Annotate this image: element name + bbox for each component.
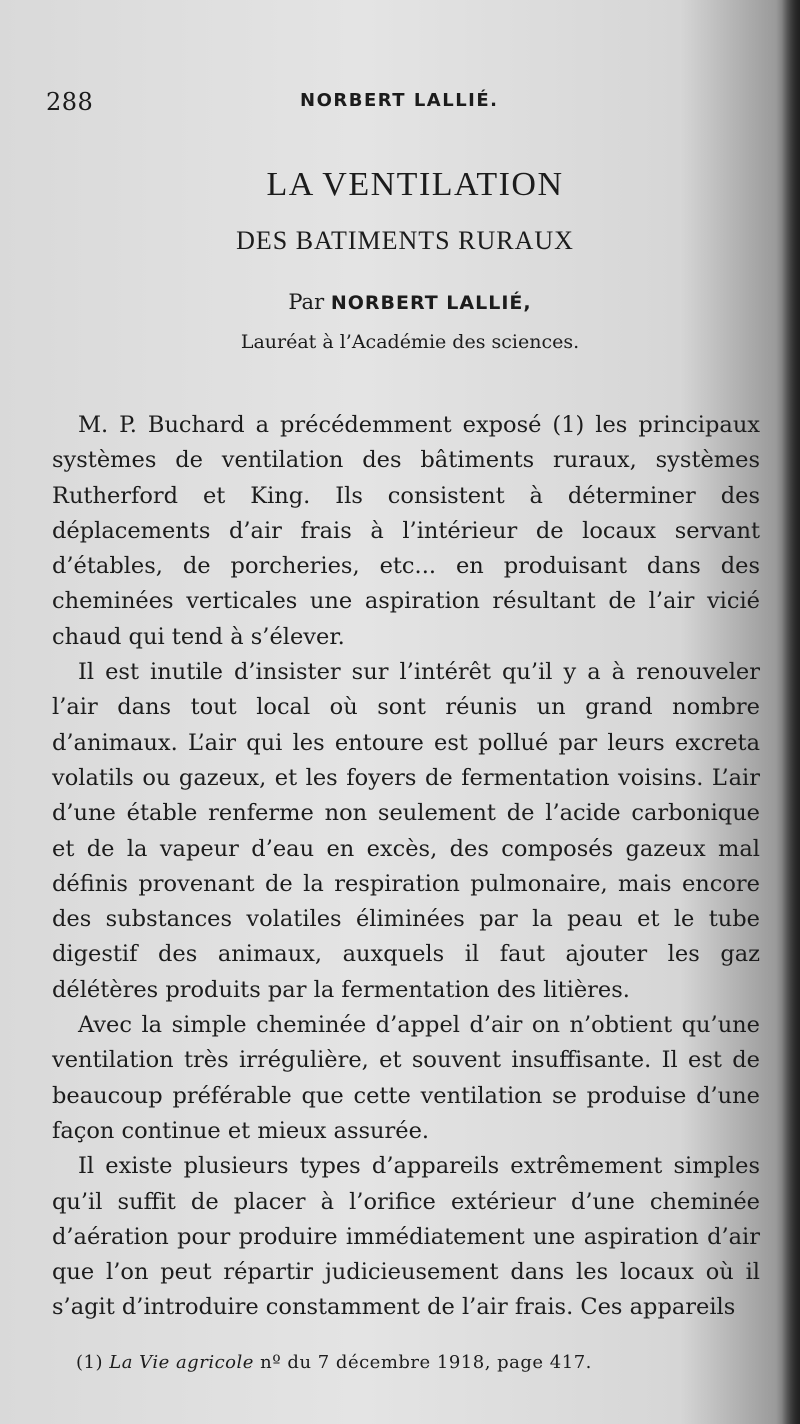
author-name: NORBERT LALLIÉ,	[330, 292, 532, 314]
paragraph: Il est inutile d’insister sur l’intérêt qu’il y a à renouveler l’air dans tout local où sont réunis un grand nombre d’animaux. L’air qui les entoure est pollué par leurs excreta volatils ou gazeux, et les foyers de fermentation voisins. L’air d’une étable renferme non seulement de l’acide carbonique et de la vapeur d’eau en excès, des composés gazeux mal définis provenant de la respiration pulmonaire, mais encore des substances volatiles éliminées par la peau et le tube digestif des animaux, auxquels il faut ajouter les gaz délétères produits par la fermentation des litières.	[52, 659, 760, 1003]
byline-prefix: Par	[288, 290, 325, 314]
paragraph: Avec la simple cheminée d’appel d’air on n’obtient qu’une ventilation très irrégulière, et souvent insuffisante. Il est de beaucoup préférable que cette ventilation se produise d’une façon continue et mieux assurée.	[52, 1012, 760, 1144]
byline	[0, 290, 800, 314]
page-edge-shadow	[782, 0, 800, 1424]
footnote-journal: La Vie agricole	[109, 1352, 254, 1373]
running-head: NORBERT LALLIÉ.	[300, 90, 499, 111]
footnote	[76, 1352, 756, 1373]
article-subtitle: DES BATIMENTS RURAUX	[236, 226, 574, 255]
article-title: LA VENTILATION	[266, 166, 564, 203]
page-header	[0, 86, 800, 116]
paragraph: Il existe plusieurs types d’appareils extrêmement simples qu’il suffit de placer à l’orifice extérieur d’une cheminée d’aération pour produire immédiatement une aspiration d’air que l’on peut répartir judicieusement dans les locaux où il s’agit d’introduire constamment de l’air frais. Ces appareils	[52, 1153, 760, 1321]
author-affiliation: Lauréat à l’Académie des sciences.	[240, 331, 580, 353]
article-body	[52, 408, 760, 1326]
footnote-marker: (1)	[76, 1352, 103, 1373]
paragraph: M. P. Buchard a précédemment exposé (1) les principaux systèmes de ventilation des bâtiments ruraux, systèmes Rutherford et King. Ils consistent à déterminer des déplacements d’air frais à l’intérieur de locaux servant d’étables, de porcheries, etc... en produisant dans des cheminées verticales une aspiration résultant de l’air vicié chaud qui tend à s’élever.	[52, 412, 760, 650]
page-number: 288	[46, 88, 94, 116]
footnote-reference: nº du 7 décembre 1918, page 417.	[260, 1352, 592, 1373]
